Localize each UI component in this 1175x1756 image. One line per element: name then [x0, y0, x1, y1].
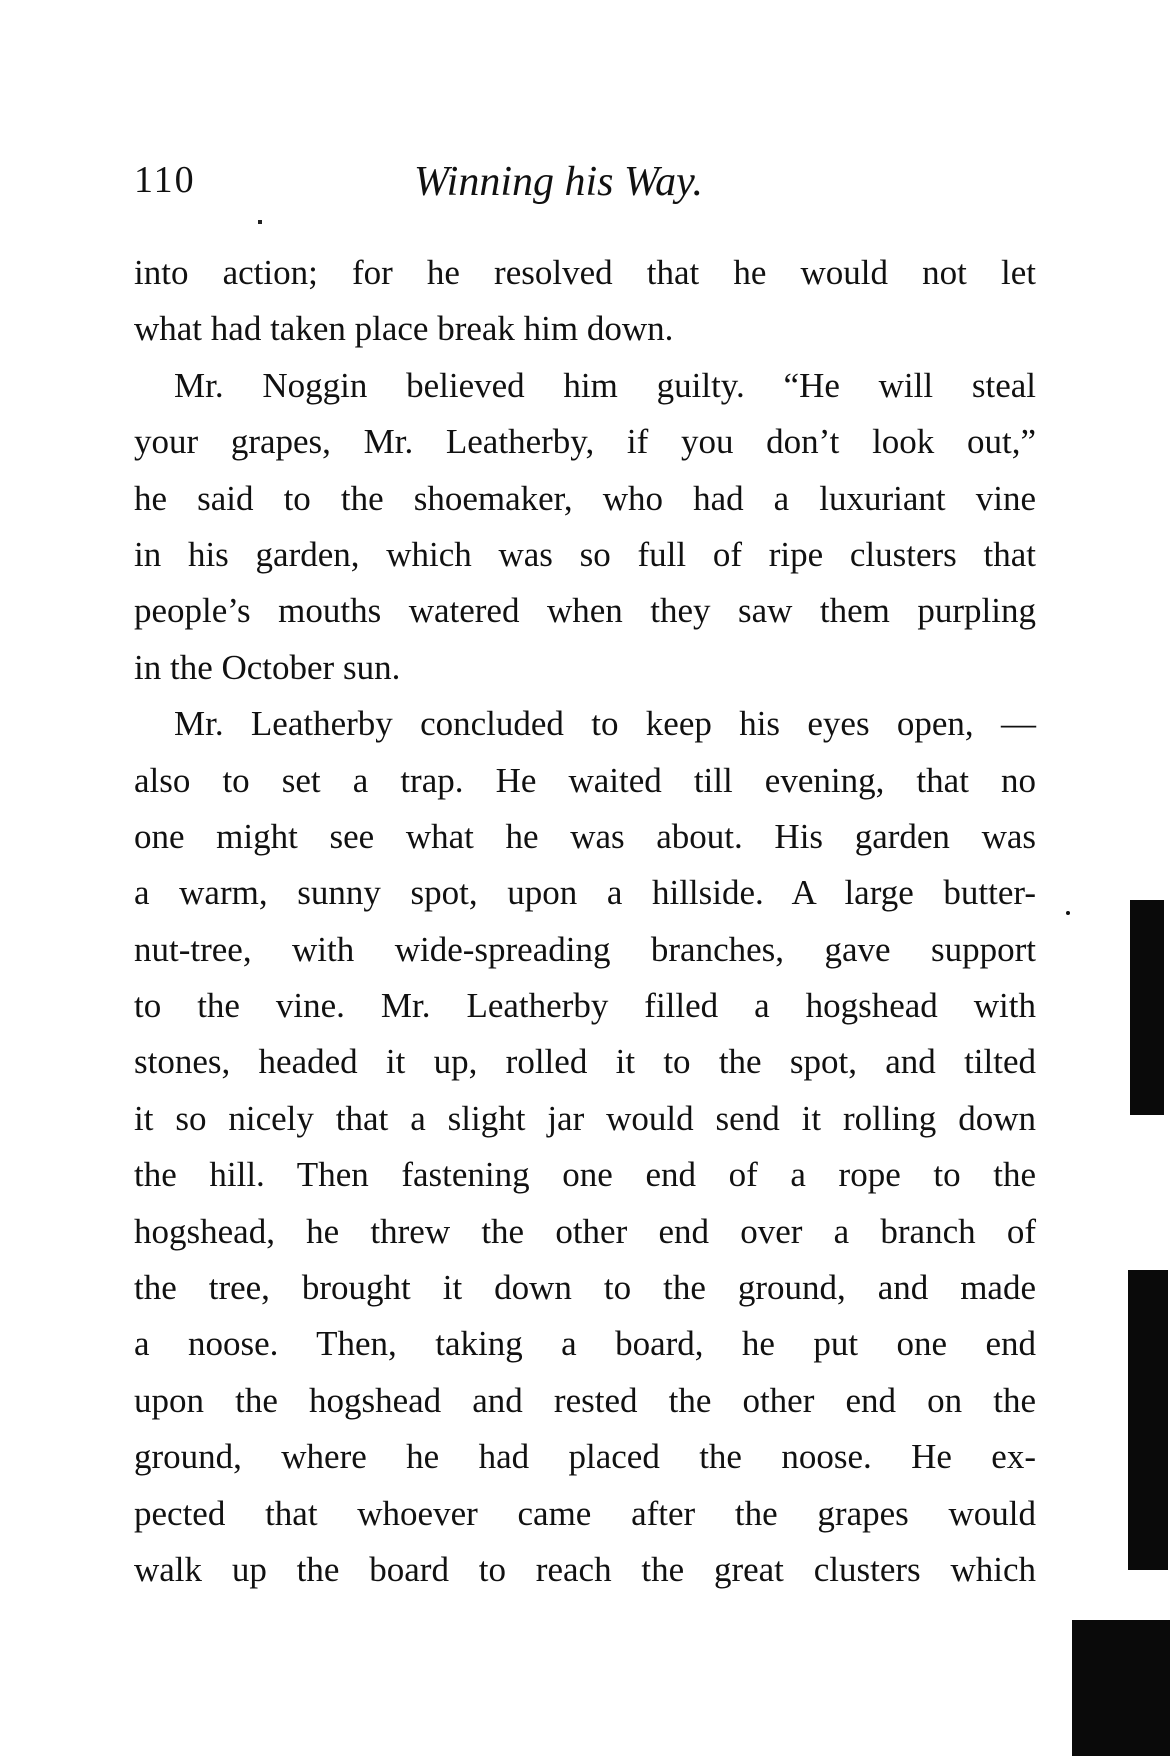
text-line: he said to the shoemaker, who had a luxuriant vine — [134, 478, 1036, 518]
text-line: a noose. Then, taking a board, he put one end — [134, 1324, 1036, 1364]
page-header — [134, 158, 1044, 218]
text-line: walk up the board to reach the great clusters which — [134, 1549, 1036, 1589]
text-line: Mr. Noggin believed him guilty. “He will steal — [174, 365, 1036, 405]
ink-speck — [258, 220, 262, 224]
page-number: 110 — [134, 159, 196, 201]
text-line: in the October sun. — [134, 647, 401, 687]
text-line: the tree, brought it down to the ground, and made — [134, 1268, 1036, 1308]
text-line: your grapes, Mr. Leatherby, if you don’t look out,” — [134, 422, 1036, 462]
text-line: in his garden, which was so full of ripe clusters that — [134, 534, 1036, 574]
text-line: a warm, sunny spot, upon a hillside. A large butter- — [134, 873, 1036, 913]
ink-speck — [1066, 911, 1070, 915]
text-line: also to set a trap. He waited till evening, that no — [134, 760, 1036, 800]
page-edge-shadow — [1128, 1270, 1168, 1570]
text-line: it so nicely that a slight jar would send it rolling down — [134, 1098, 1036, 1138]
text-line: what had taken place break him down. — [134, 309, 674, 349]
text-line: pected that whoever came after the grapes would — [134, 1493, 1036, 1533]
text-line: ground, where he had placed the noose. He ex- — [134, 1437, 1036, 1477]
text-line: into action; for he resolved that he would not let — [134, 253, 1036, 292]
text-line: upon the hogshead and rested the other end on the — [134, 1380, 1036, 1420]
text-line: the hill. Then fastening one end of a rope to the — [134, 1155, 1036, 1195]
text-line: hogshead, he threw the other end over a branch of — [134, 1211, 1036, 1251]
text-line: people’s mouths watered when they saw them purpling — [134, 591, 1036, 631]
page-edge-shadow — [1130, 900, 1164, 1115]
text-line: nut-tree, with wide-spreading branches, gave support — [134, 929, 1036, 969]
text-line: Mr. Leatherby concluded to keep his eyes open, — — [174, 704, 1036, 744]
running-title: Winning his Way. — [414, 159, 703, 205]
page-edge-shadow — [1072, 1620, 1170, 1756]
text-line: stones, headed it up, rolled it to the spot, and tilted — [134, 1042, 1036, 1082]
text-line: to the vine. Mr. Leatherby filled a hogshead with — [134, 986, 1036, 1026]
body-text — [134, 245, 1036, 1598]
text-line: one might see what he was about. His garden was — [134, 816, 1036, 856]
